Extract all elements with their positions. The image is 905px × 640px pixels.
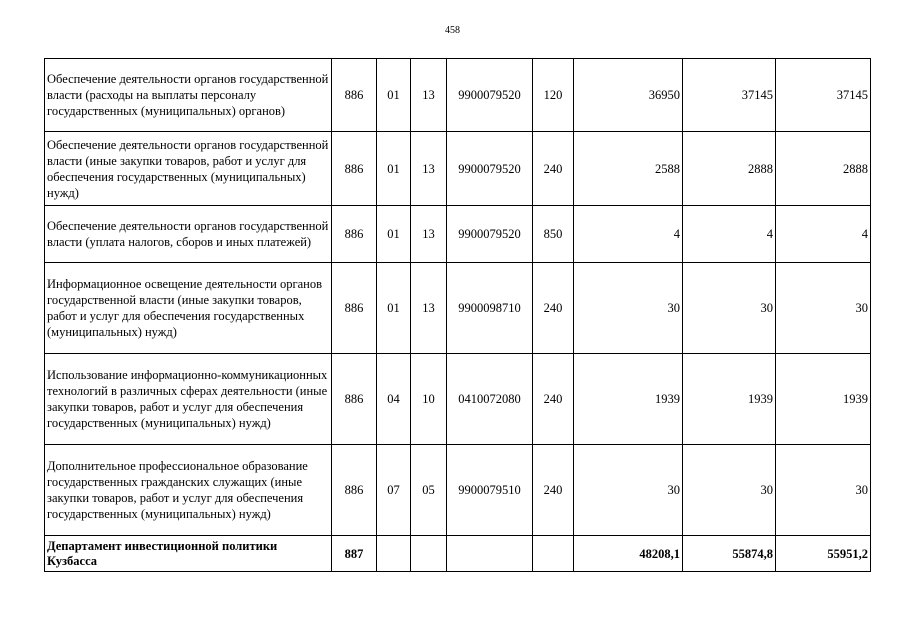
amount-year-3: 30 <box>776 263 871 354</box>
csr-code: 9900079520 <box>447 206 533 263</box>
row-name: Использование информационно-коммуникационных технологий в различных сферах деятельности (иные закупки товаров, работ и услуг для обеспечения государственных (муниципальных) нужд) <box>45 354 332 445</box>
amount-year-2: 1939 <box>683 354 776 445</box>
vr-code: 240 <box>533 445 574 536</box>
amount-year-3: 1939 <box>776 354 871 445</box>
vr-code: 240 <box>533 132 574 206</box>
ved-code: 886 <box>332 263 377 354</box>
amount-year-2: 30 <box>683 445 776 536</box>
pr-code: 13 <box>411 263 447 354</box>
row-name: Обеспечение деятельности органов государственной власти (иные закупки товаров, работ и услуг для обеспечения государственных (муниципальных) нужд) <box>45 132 332 206</box>
total-ved-code: 887 <box>332 536 377 572</box>
csr-code: 9900079510 <box>447 445 533 536</box>
pr-code: 10 <box>411 354 447 445</box>
amount-year-2: 4 <box>683 206 776 263</box>
pr-code: 13 <box>411 132 447 206</box>
amount-year-1: 30 <box>574 263 683 354</box>
rz-code: 01 <box>377 263 411 354</box>
amount-year-2: 30 <box>683 263 776 354</box>
ved-code: 886 <box>332 59 377 132</box>
vr-code: 240 <box>533 354 574 445</box>
rz-code: 01 <box>377 206 411 263</box>
csr-code: 9900079520 <box>447 132 533 206</box>
rz-code: 01 <box>377 132 411 206</box>
table-row <box>45 59 871 132</box>
pr-code: 05 <box>411 445 447 536</box>
total-rz-code <box>377 536 411 572</box>
vr-code: 240 <box>533 263 574 354</box>
amount-year-2: 37145 <box>683 59 776 132</box>
ved-code: 886 <box>332 445 377 536</box>
total-csr-code <box>447 536 533 572</box>
amount-year-1: 36950 <box>574 59 683 132</box>
amount-year-3: 30 <box>776 445 871 536</box>
row-name: Обеспечение деятельности органов государственной власти (уплата налогов, сборов и иных платежей) <box>45 206 332 263</box>
total-pr-code <box>411 536 447 572</box>
row-name: Обеспечение деятельности органов государственной власти (расходы на выплаты персоналу государственных (муниципальных) органов) <box>45 59 332 132</box>
rz-code: 04 <box>377 354 411 445</box>
amount-year-1: 4 <box>574 206 683 263</box>
ved-code: 886 <box>332 132 377 206</box>
table-row <box>45 354 871 445</box>
vr-code: 120 <box>533 59 574 132</box>
vr-code: 850 <box>533 206 574 263</box>
ved-code: 886 <box>332 206 377 263</box>
csr-code: 9900079520 <box>447 59 533 132</box>
csr-code: 9900098710 <box>447 263 533 354</box>
row-name: Дополнительное профессиональное образование государственных гражданских служащих (иные закупки товаров, работ и услуг для обеспечения государственных (муниципальных) нужд) <box>45 445 332 536</box>
total-amount-year-2: 55874,8 <box>683 536 776 572</box>
budget-table <box>44 58 871 572</box>
total-name: Департамент инвестиционной политики Кузбасса <box>45 536 332 572</box>
amount-year-2: 2888 <box>683 132 776 206</box>
amount-year-1: 1939 <box>574 354 683 445</box>
rz-code: 07 <box>377 445 411 536</box>
total-row <box>45 536 871 572</box>
amount-year-3: 4 <box>776 206 871 263</box>
pr-code: 13 <box>411 59 447 132</box>
amount-year-1: 30 <box>574 445 683 536</box>
total-vr-code <box>533 536 574 572</box>
amount-year-3: 37145 <box>776 59 871 132</box>
table-row <box>45 445 871 536</box>
table-row <box>45 132 871 206</box>
table-row <box>45 263 871 354</box>
amount-year-3: 2888 <box>776 132 871 206</box>
amount-year-1: 2588 <box>574 132 683 206</box>
page-number: 458 <box>445 25 460 36</box>
total-amount-year-1: 48208,1 <box>574 536 683 572</box>
csr-code: 0410072080 <box>447 354 533 445</box>
rz-code: 01 <box>377 59 411 132</box>
pr-code: 13 <box>411 206 447 263</box>
table-row <box>45 206 871 263</box>
ved-code: 886 <box>332 354 377 445</box>
row-name: Информационное освещение деятельности органов государственной власти (иные закупки товаров, работ и услуг для обеспечения государственных (муниципальных) нужд) <box>45 263 332 354</box>
total-amount-year-3: 55951,2 <box>776 536 871 572</box>
